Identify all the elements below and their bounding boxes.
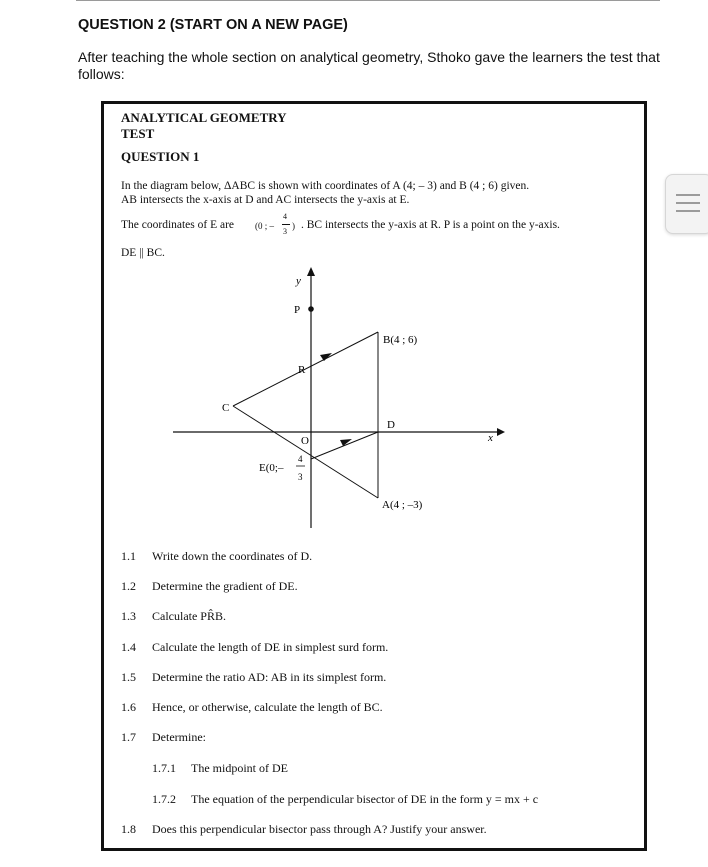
question-number: 1.3: [121, 609, 136, 623]
segment-ca: [233, 406, 378, 498]
label-r: R: [298, 364, 306, 376]
e-coordinate-left: (0 ; –: [255, 221, 274, 231]
test-subtitle: TEST: [121, 126, 155, 141]
question-text: Calculate PR̂B.: [152, 609, 226, 623]
point-p: [308, 306, 314, 312]
intro-text: After teaching the whole section on analytical geometry, Sthoko gave the learners the test that follows:: [78, 49, 660, 82]
question-title: QUESTION 1: [121, 149, 200, 164]
subquestion-number: 1.7.2: [152, 792, 176, 806]
question-text: Write down the coordinates of D.: [152, 549, 313, 563]
segment-de: [311, 432, 378, 459]
question-number: 1.4: [121, 640, 136, 654]
label-b: B(4 ; 6): [383, 334, 418, 346]
question-text: Hence, or otherwise, calculate the length of BC.: [152, 700, 383, 714]
question-text: Determine:: [152, 730, 206, 744]
question-text: Does this perpendicular bisector pass through A? Justify your answer.: [152, 822, 487, 836]
question-text: Calculate the length of DE in simplest surd form.: [152, 640, 389, 654]
subquestion-text: The midpoint of DE: [191, 761, 288, 775]
x-axis-arrow: [497, 428, 505, 436]
label-e: E(0;–: [259, 462, 284, 474]
question-number: 1.5: [121, 670, 136, 684]
question-text: Determine the gradient of DE.: [152, 579, 298, 593]
e-coordinate-denominator: 3: [283, 227, 287, 236]
label-e-denominator: 3: [298, 472, 303, 482]
label-p: P: [294, 304, 301, 316]
question-number: 1.8: [121, 822, 136, 836]
question-number: 1.7: [121, 730, 136, 744]
question-number: 1.1: [121, 549, 136, 563]
subquestion-text: The equation of the perpendicular bisector of DE in the form y = mx + c: [191, 792, 539, 806]
question-number: 1.2: [121, 579, 136, 593]
test-title: ANALYTICAL GEOMETRY: [121, 110, 287, 125]
label-d: D: [387, 419, 395, 431]
label-e-numerator: 4: [298, 454, 303, 464]
label-a: A(4 ; –3): [382, 499, 423, 511]
description-line-3b: . BC intersects the y-axis at R. P is a point on the y-axis.: [301, 219, 560, 231]
description-line-3a: The coordinates of E are: [121, 219, 235, 231]
parallel-arrow-bc: [320, 353, 332, 361]
question-text: Determine the ratio AD: AB in its simplest form.: [152, 670, 387, 684]
label-o: O: [301, 435, 309, 447]
label-c: C: [222, 402, 230, 414]
label-y: y: [296, 275, 301, 287]
label-x: x: [488, 432, 493, 444]
page-heading: QUESTION 2 (START ON A NEW PAGE): [78, 17, 348, 33]
y-axis-arrow: [307, 267, 315, 276]
subquestion-number: 1.7.1: [152, 761, 176, 775]
description-line-2: AB intersects the x-axis at D and AC intersects the y-axis at E.: [121, 194, 410, 206]
description-line-1: In the diagram below, ΔABC is shown with coordinates of A (4; – 3) and B (4 ; 6) given.: [121, 180, 530, 192]
question-number: 1.6: [121, 700, 136, 714]
segment-cb: [233, 332, 378, 406]
description-line-4: DE || BC.: [121, 247, 165, 259]
e-coordinate-close: ): [292, 221, 295, 231]
e-coordinate-numerator: 4: [283, 212, 287, 221]
